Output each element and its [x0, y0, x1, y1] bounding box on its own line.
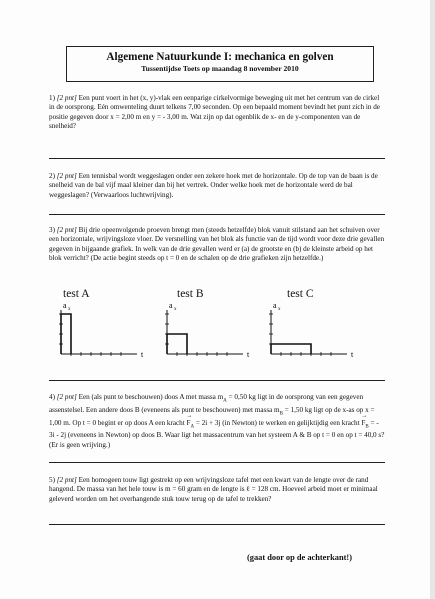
x-axis-label: t — [351, 350, 354, 359]
force-a-symbol: → F — [187, 419, 191, 428]
question-number: 1) — [49, 94, 55, 102]
continue-note: (gaat door op de achterkant!) — [247, 553, 352, 562]
y-axis-label-sub: x — [68, 307, 71, 312]
question-points: [2 pnt] — [56, 94, 77, 102]
question-3 — [49, 226, 385, 264]
force-b-subscript: B — [365, 424, 369, 430]
answer-line — [49, 462, 385, 463]
question-points: [2 pnt] — [56, 226, 77, 234]
graphs-svg — [49, 288, 385, 368]
question-number: 5) — [49, 476, 55, 484]
exam-subtitle: Tussentijdse Toets op maandag 8 november 2010 — [141, 64, 299, 73]
force-a-value: = 2i + 3j (in Newton) te werken en gelijktijdig een kracht — [194, 418, 362, 427]
graph-title-b: test B — [177, 288, 204, 300]
question-points: [2 pnt] — [56, 393, 77, 401]
question-points: [2 pnt] — [56, 476, 77, 484]
y-axis-label: a — [169, 301, 173, 310]
graph-title-a: test A — [63, 288, 90, 300]
question-number: 4) — [49, 393, 55, 401]
question-1 — [49, 94, 385, 132]
question-number: 2) — [49, 172, 55, 180]
y-axis-label-sub: x — [174, 307, 177, 312]
mass-a-subscript: A — [223, 398, 227, 404]
answer-line — [49, 380, 385, 381]
question-text: Bij drie opeenvolgende proeven brengt men (steeds hetzelfde) blok vanuit stilstand aan het schuiven over een horizontale, wrijvingsloze vloer. De versnelling van het blok als functie van de tijd wordt voor deze drie gevallen gegeven in bijgaande grafiek. In welk van de drie gevallen werd er (a) de grootste en (b) de kleinste arbeid op het blok verricht? (De actie begint steeds op t = 0 en de schalen op de drie grafieken zijn hetzelfde.) — [49, 226, 385, 263]
force-b-value: = - 3i - 2j (eveneens in Newton) op doos B. Waar ligt het massacentrum van het systeem A & B op t = 0 en op t = 40,0 s? (Er is geen wrijving.) — [49, 418, 385, 449]
exam-title: Algemene Natuurkunde I: mechanica en golven — [106, 51, 334, 63]
question-text-b: = 0,50 kg ligt in de oorsprong van een gegeven assenstelsel. Een andere doos B (eveneens als punt te beschouwen) met massa m — [49, 393, 364, 414]
answer-line — [49, 214, 385, 215]
mass-b-subscript: B — [279, 411, 283, 417]
question-number: 3) — [49, 226, 55, 234]
y-axis-label: a — [63, 301, 67, 310]
force-a-subscript: A — [190, 424, 195, 430]
scan-edge — [430, 0, 435, 599]
graph-title-c: test C — [287, 288, 314, 300]
question-4 — [49, 393, 385, 450]
x-axis-label: t — [247, 350, 250, 359]
y-axis-label-sub: x — [278, 307, 281, 312]
y-axis-label: a — [273, 301, 277, 310]
question-5 — [49, 476, 385, 504]
exam-header — [66, 46, 374, 82]
acceleration-graphs — [49, 288, 385, 368]
x-axis-label: t — [141, 350, 144, 359]
answer-line — [49, 524, 385, 525]
question-text: Een tennisbal wordt weggeslagen onder een zekere hoek met de horizontale. Op de top van de baan is de snelheid van de bal vijf maal kleiner dan bij het vertrek. Onder welke hoek met de horizontale werd de bal weggeslagen? (Verwaarloos luchtwrijving). — [49, 172, 378, 199]
acceleration-pulse — [167, 334, 187, 354]
question-text: Een homogeen touw ligt gestrekt op een wrijvingsloze tafel met een kwart van de lengte over de rand hangend. De massa van het hele touw is m = 60 gram en de lengte is ℓ = 128 cm. Hoeveel arbeid moet er minimaal geleverd worden om het overhangende stuk touw terug op de tafel te trekken? — [49, 476, 378, 503]
force-b-symbol: → F — [361, 419, 365, 428]
question-text-c: = 1,50 kg ligt op de x-as op x = 1,00 m. Op t = 0 begint er op doos A een kracht — [49, 405, 375, 427]
question-points: [2 pnt] — [56, 172, 77, 180]
question-text: Een punt voert in het (x, y)-vlak een eenparige cirkelvormige beweging uit met het centrum van de cirkel in de oorsprong. Eén omwenteling duurt telkens 7,00 seconden. Op een bepaald moment bevindt het punt zich in de positie gegeven door x = 2,00 m en y = - 3,00 m. Wat zijn op dat ogenblik de x- en de y-componenten van de snelheid? — [49, 94, 380, 131]
question-2 — [49, 172, 385, 200]
question-text-a: Een (als punt te beschouwen) doos A met massa m — [78, 393, 224, 401]
answer-line — [49, 158, 385, 159]
